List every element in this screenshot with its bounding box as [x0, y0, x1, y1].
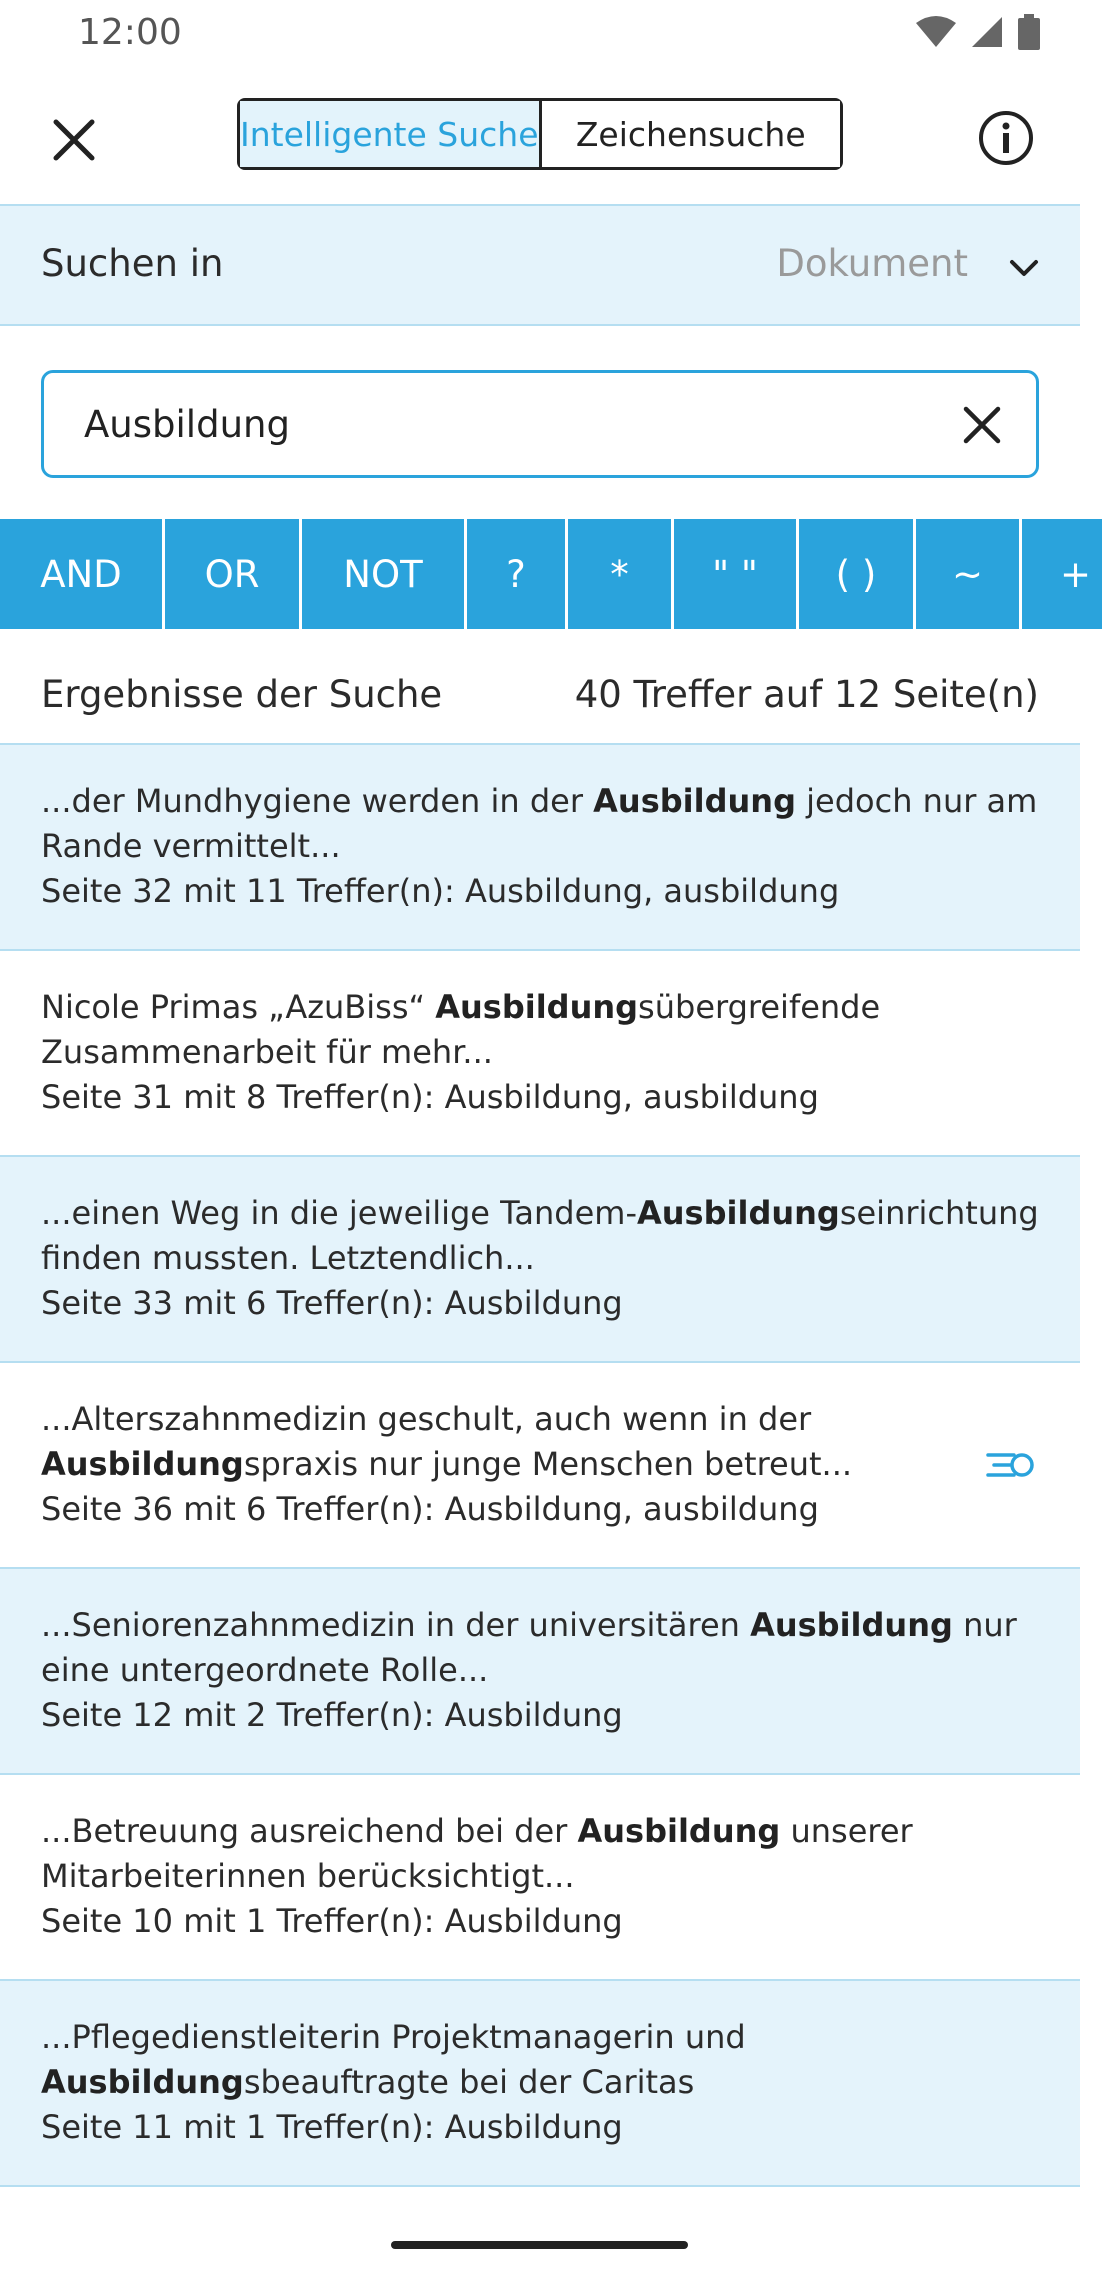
result-meta: Seite 10 mit 1 Treffer(n): Ausbildung — [41, 1902, 623, 1940]
results-count: 40 Treffer auf 12 Seite(n) — [574, 673, 1039, 716]
status-bar — [0, 0, 1080, 70]
search-results-icon[interactable] — [984, 1447, 1036, 1483]
result-item[interactable] — [0, 1775, 1080, 1981]
result-snippet-line-1: ...Alterszahnmedizin geschult, auch wenn in der — [41, 1400, 812, 1438]
result-item[interactable] — [0, 1569, 1080, 1775]
result-meta: Seite 33 mit 6 Treffer(n): Ausbildung — [41, 1284, 623, 1322]
chevron-down-icon — [1006, 250, 1042, 286]
result-snippet-line-1: Nicole Primas „AzuBiss“ Ausbildungsübergreifende — [41, 988, 881, 1026]
result-snippet-line-2: eine untergeordnete Rolle... — [41, 1651, 489, 1689]
signal-icon — [970, 15, 1004, 49]
result-snippet-line-2: finden mussten. Letztendlich... — [41, 1239, 535, 1277]
result-snippet-line-1: ...der Mundhygiene werden in der Ausbildung jedoch nur am — [41, 782, 1038, 820]
close-icon[interactable] — [44, 110, 104, 170]
result-snippet-line-2: Zusammenarbeit für mehr... — [41, 1033, 493, 1071]
search-scope-selector[interactable] — [0, 204, 1080, 326]
result-snippet-line-2: Mitarbeiterinnen berücksichtigt... — [41, 1857, 575, 1895]
search-input-text[interactable]: Ausbildung — [84, 403, 290, 446]
search-mode-toggle — [237, 98, 843, 170]
operator-tilde-button[interactable]: ~ — [916, 519, 1019, 629]
result-snippet-line-1: ...Seniorenzahnmedizin in der universitären Ausbildung nur — [41, 1606, 1017, 1644]
operator-quotes-button[interactable]: " " — [674, 519, 796, 629]
search-input[interactable] — [41, 370, 1039, 478]
result-snippet-line-2: Ausbildungspraxis nur junge Menschen betreut... — [41, 1445, 853, 1483]
status-icons — [916, 14, 1040, 50]
result-meta: Seite 11 mit 1 Treffer(n): Ausbildung — [41, 2108, 623, 2146]
tab-character-search[interactable]: Zeichensuche — [542, 101, 841, 167]
result-item[interactable] — [0, 745, 1080, 951]
search-scope-value: Dokument — [776, 242, 968, 285]
status-time: 12:00 — [78, 12, 182, 53]
result-snippet-line-2: Ausbildungsbeauftragte bei der Caritas — [41, 2063, 695, 2101]
top-app-bar — [0, 70, 1080, 204]
wifi-icon — [916, 15, 956, 49]
result-snippet-line-1: ...Pflegedienstleiterin Projektmanagerin und — [41, 2018, 746, 2056]
operator-question-button[interactable]: ? — [467, 519, 565, 629]
operator-plus-button[interactable]: + — [1022, 519, 1102, 629]
operator-bar — [0, 519, 1092, 629]
results-list — [0, 745, 1080, 2187]
result-snippet-line-1: ...einen Weg in die jeweilige Tandem-Ausbildungseinrichtung — [41, 1194, 1039, 1232]
operator-asterisk-button[interactable]: * — [568, 519, 671, 629]
result-snippet-line-1: ...Betreuung ausreichend bei der Ausbildung unserer — [41, 1812, 913, 1850]
clear-search-icon[interactable] — [958, 401, 1006, 449]
result-meta: Seite 32 mit 11 Treffer(n): Ausbildung, ausbildung — [41, 872, 840, 910]
result-meta: Seite 31 mit 8 Treffer(n): Ausbildung, ausbildung — [41, 1078, 819, 1116]
info-icon[interactable] — [976, 108, 1036, 168]
result-meta: Seite 12 mit 2 Treffer(n): Ausbildung — [41, 1696, 623, 1734]
tab-intelligent-search[interactable]: Intelligente Suche — [240, 101, 542, 167]
battery-icon — [1018, 14, 1040, 50]
operator-or-button[interactable]: OR — [165, 519, 299, 629]
operator-not-button[interactable]: NOT — [302, 519, 464, 629]
result-item[interactable] — [0, 1981, 1080, 2187]
result-item[interactable] — [0, 1157, 1080, 1363]
operator-and-button[interactable]: AND — [0, 519, 162, 629]
home-indicator[interactable] — [391, 2241, 688, 2249]
result-snippet-line-2: Rande vermittelt... — [41, 827, 341, 865]
result-item[interactable] — [0, 1363, 1080, 1569]
operator-parentheses-button[interactable]: ( ) — [799, 519, 913, 629]
search-scope-label: Suchen in — [41, 242, 224, 285]
result-item[interactable] — [0, 951, 1080, 1157]
result-meta: Seite 36 mit 6 Treffer(n): Ausbildung, ausbildung — [41, 1490, 819, 1528]
results-header — [0, 629, 1080, 745]
results-label: Ergebnisse der Suche — [41, 673, 443, 716]
